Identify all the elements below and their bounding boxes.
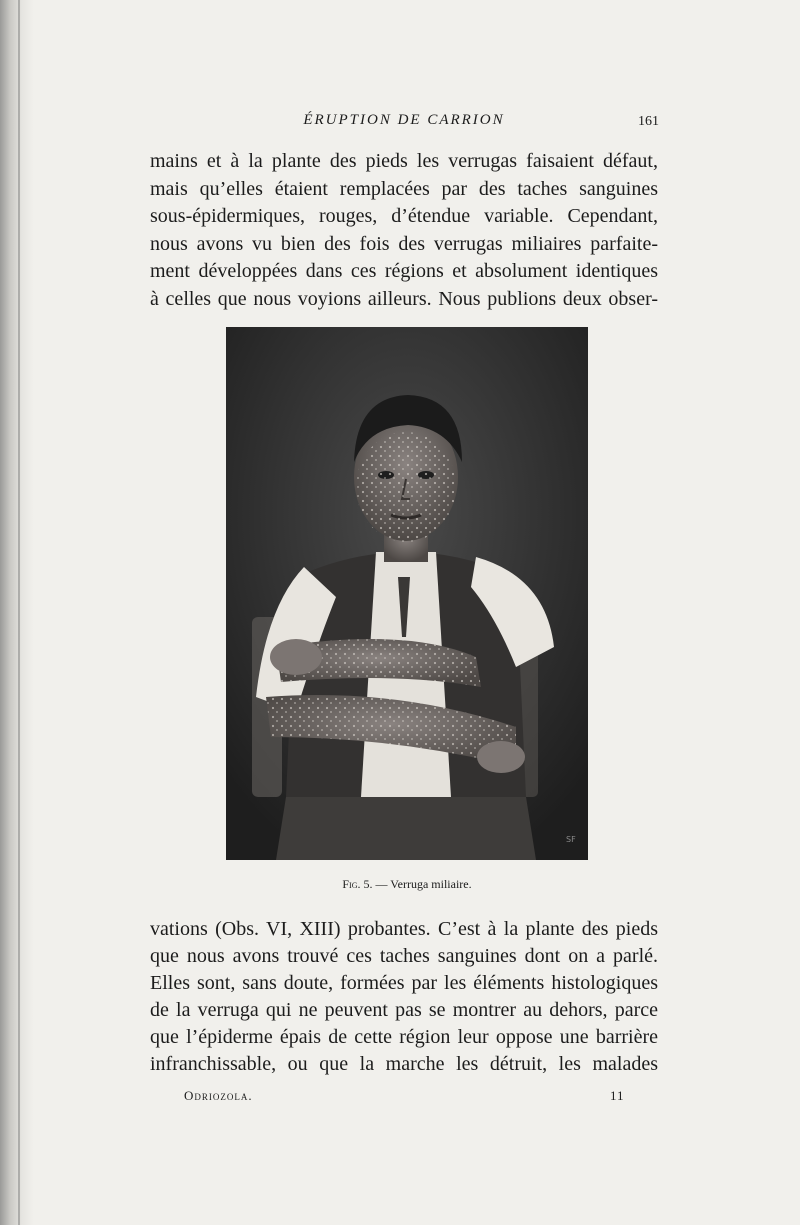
figure-caption bbox=[226, 877, 588, 892]
footer-signature: 11 bbox=[610, 1088, 625, 1103]
binding-shadow bbox=[0, 0, 34, 1225]
paragraph-line: mais qu’elles étaient remplacées par des taches sanguines bbox=[150, 178, 658, 200]
running-title: ÉRUPTION DE CARRION bbox=[303, 112, 505, 128]
paragraph-line: que nous avons trouvé ces taches sanguines dont on a parlé. bbox=[150, 945, 658, 967]
paragraph-line: ment développées dans ces régions et absolument identiques bbox=[150, 260, 658, 282]
paragraph-line: Elles sont, sans doute, formées par les éléments histologiques bbox=[150, 972, 658, 994]
photograph-illustration bbox=[226, 327, 588, 860]
paragraph-line: à celles que nous voyions ailleurs. Nous publions deux obser- bbox=[150, 288, 658, 310]
page-number: 161 bbox=[638, 114, 659, 129]
paragraph-line: que l’épiderme épais de cette région leur oppose une barrière bbox=[150, 1026, 658, 1048]
caption-separator: — bbox=[375, 877, 388, 891]
paragraph-line: vations (Obs. VI, XIII) probantes. C’est à la plante des pieds bbox=[150, 918, 658, 940]
paragraph-line: sous-épidermiques, rouges, d’étendue variable. Cependant, bbox=[150, 205, 658, 227]
paragraph-line: nous avons vu bien des fois des verrugas miliaires parfaite- bbox=[150, 233, 658, 255]
figure-label: Fig. 5. bbox=[342, 877, 373, 891]
paragraph-line: mains et à la plante des pieds les verrugas faisaient défaut, bbox=[150, 150, 658, 172]
binding-line bbox=[18, 0, 20, 1225]
svg-text:SF: SF bbox=[566, 835, 576, 844]
caption-text: Verruga miliaire. bbox=[390, 877, 472, 891]
figure-photograph bbox=[226, 327, 588, 860]
paragraph-line: infranchissable, ou que la marche les détruit, les malades bbox=[150, 1053, 658, 1075]
footer-author: Odriozola. bbox=[184, 1088, 253, 1103]
paragraph-line: de la verruga qui ne peuvent pas se montrer au dehors, parce bbox=[150, 999, 658, 1021]
